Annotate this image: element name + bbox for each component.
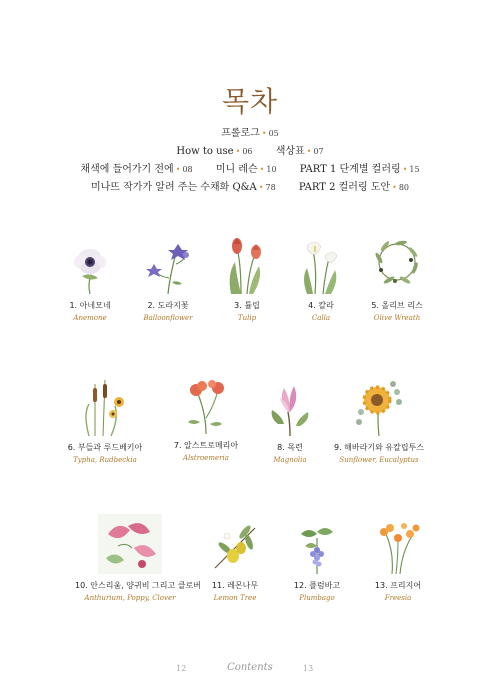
toc-page: 06 [242, 147, 253, 156]
flower-label: 7. 알스트로메리아 [173, 441, 239, 450]
toc-line-2 [0, 142, 500, 157]
toc-line-1 [0, 124, 500, 139]
flower-label: 12. 플럼바고 [293, 581, 341, 590]
freesia-illustration [368, 516, 428, 574]
flower-label: 3. 튤립 [234, 301, 260, 310]
toc-item[interactable]: PART 2 컬러링 도안 • 80 [298, 182, 410, 193]
toc-item[interactable]: How to use • 06 [176, 146, 253, 157]
flower-latin-name: Plumbago [299, 594, 335, 602]
toc-page: 07 [313, 147, 324, 156]
flower-latin-name: Balloonflower [143, 314, 193, 322]
toc-label: 미나뜨 작가가 알려 주는 수채화 Q&A [90, 182, 257, 193]
flower-label: 9. 해바라기와 유칼립투스 [334, 443, 424, 452]
toc-item[interactable]: PART 1 단계별 컬러링 • 15 [299, 164, 420, 175]
toc-label: PART 1 단계별 컬러링 [299, 164, 401, 175]
left-page-number: 12 [176, 664, 187, 673]
lemon-tree-illustration [205, 518, 265, 574]
anthurium-poppy-clover-illustration [98, 514, 162, 574]
magnolia-illustration [260, 378, 320, 436]
page-title: 목차 [221, 85, 279, 118]
toc-label: 프롤로그 [221, 128, 260, 139]
toc-line-4 [0, 178, 500, 193]
flower-label: 1. 아네모네 [69, 301, 111, 310]
flower-latin-name: Freesia [384, 594, 412, 602]
flower-card-olive-wreath[interactable] [342, 234, 452, 322]
toc-page: 80 [398, 183, 410, 192]
alstroemeria-illustration [176, 374, 236, 434]
flower-label: 4. 칼라 [308, 301, 334, 310]
flower-latin-name: Calla [311, 314, 331, 322]
toc-label: 채색에 들어가기 전에 [80, 164, 174, 175]
toc-line-3 [0, 160, 500, 175]
flower-latin-name: Typha, Rudbeckia [73, 456, 137, 464]
toc-page: 05 [268, 129, 279, 138]
flower-latin-name: Anemone [73, 314, 107, 322]
flower-latin-name: Anthurium, Poppy, Clover [84, 594, 176, 602]
flower-latin-name: Tulip [237, 314, 257, 322]
flower-card-typha-rudbeckia[interactable] [50, 374, 160, 464]
toc-page: 10 [266, 165, 277, 174]
toc-item[interactable]: 미니 레슨 • 10 [215, 164, 277, 175]
toc-page: 15 [409, 165, 420, 174]
toc-label: 미니 레슨 [215, 164, 258, 175]
flower-latin-name: Olive Wreath [373, 314, 421, 322]
anemone-illustration [60, 234, 120, 294]
flower-label: 8. 목련 [277, 443, 303, 452]
flower-latin-name: Alstroemeria [183, 454, 229, 462]
sunflower-eucalyptus-illustration [347, 372, 411, 436]
toc-item[interactable]: 채색에 들어가기 전에 • 08 [80, 164, 193, 175]
toc-page: 78 [265, 183, 276, 192]
flower-label: 2. 도라지꽃 [147, 301, 189, 310]
toc-item[interactable]: 색상표 • 07 [275, 146, 324, 157]
flower-latin-name: Lemon Tree [213, 594, 257, 602]
typha-rudbeckia-illustration [75, 374, 135, 436]
flower-label: 6. 부들과 루드베키아 [67, 443, 143, 452]
flower-label: 11. 레몬나무 [211, 581, 259, 590]
toc-label: PART 2 컬러링 도안 [298, 182, 391, 193]
flower-card-freesia[interactable] [343, 516, 453, 602]
toc-label: How to use [176, 146, 234, 157]
flower-label: 5. 올리브 리스 [371, 301, 423, 310]
flower-card-anthurium-poppy-clover[interactable] [75, 514, 201, 602]
toc-page: 08 [182, 165, 193, 174]
flower-card-sunflower-eucalyptus[interactable] [324, 372, 434, 464]
flower-label: 10. 안스리움, 양귀비 그리고 클로버 [75, 581, 201, 590]
toc-label: 색상표 [275, 146, 305, 157]
balloonflower-illustration [138, 234, 198, 294]
flower-latin-name: Sunflower, Eucalyptus [339, 456, 419, 464]
footer-section-title: Contents [227, 662, 273, 673]
flower-latin-name: Magnolia [273, 456, 307, 464]
flower-label: 13. 프리지어 [374, 581, 422, 590]
plumbago-illustration [287, 516, 347, 574]
toc-item[interactable]: 미나뜨 작가가 알려 주는 수채화 Q&A • 78 [90, 182, 276, 193]
olive-wreath-illustration [367, 234, 427, 294]
toc-item[interactable]: 프롤로그 • 05 [221, 128, 279, 139]
right-page-number: 13 [303, 664, 314, 673]
